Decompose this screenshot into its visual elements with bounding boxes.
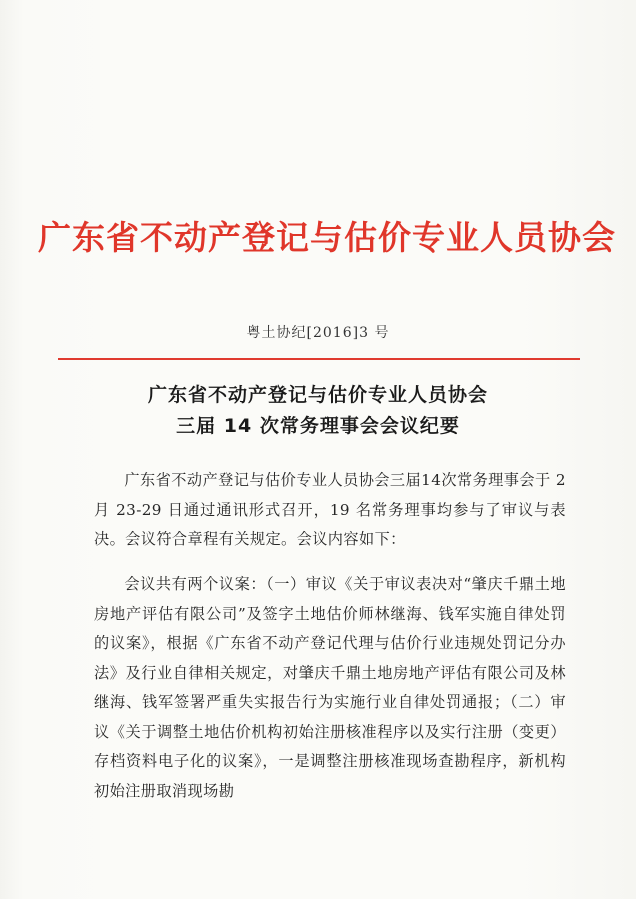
document-number: 粤土协纪[2016]3 号: [246, 325, 390, 341]
org-header-title: 广东省不动产登记与估价专业人员协会: [38, 218, 616, 257]
body-paragraph-2: 会议共有两个议案：（一）审议《关于审议表决对“肇庆千鼎土地房地产评估有限公司”及签字土地估价师林继海、钱军实施自律处罚的议案》，根据《广东省不动产登记代理与估价行业违规处罚记分办法》及行业自律相关规定，对肇庆千鼎土地房地产评估有限公司及林继海、钱军签署严重失实报告行为实施行业自律处罚通报；（二）审议《关于调整土地估价机构初始注册核准程序以及实行注册（变更）存档资料电子化的议案》，一是调整注册核准现场查勘程序，新机构初始注册取消现场勘: [94, 575, 566, 800]
document-title-line-2: 三届 14 次常务理事会会议纪要: [176, 415, 460, 437]
document-title-line-1: 广东省不动产登记与估价专业人员协会: [147, 384, 488, 406]
body-paragraph-1: 广东省不动产登记与估价专业人员协会三届14次常务理事会于 2 月 23-29 日通过通讯形式召开，19 名常务理事均参与了审议与表决。会议符合章程有关规定。会议内容如下：: [94, 471, 566, 548]
red-divider-line: [58, 358, 580, 360]
